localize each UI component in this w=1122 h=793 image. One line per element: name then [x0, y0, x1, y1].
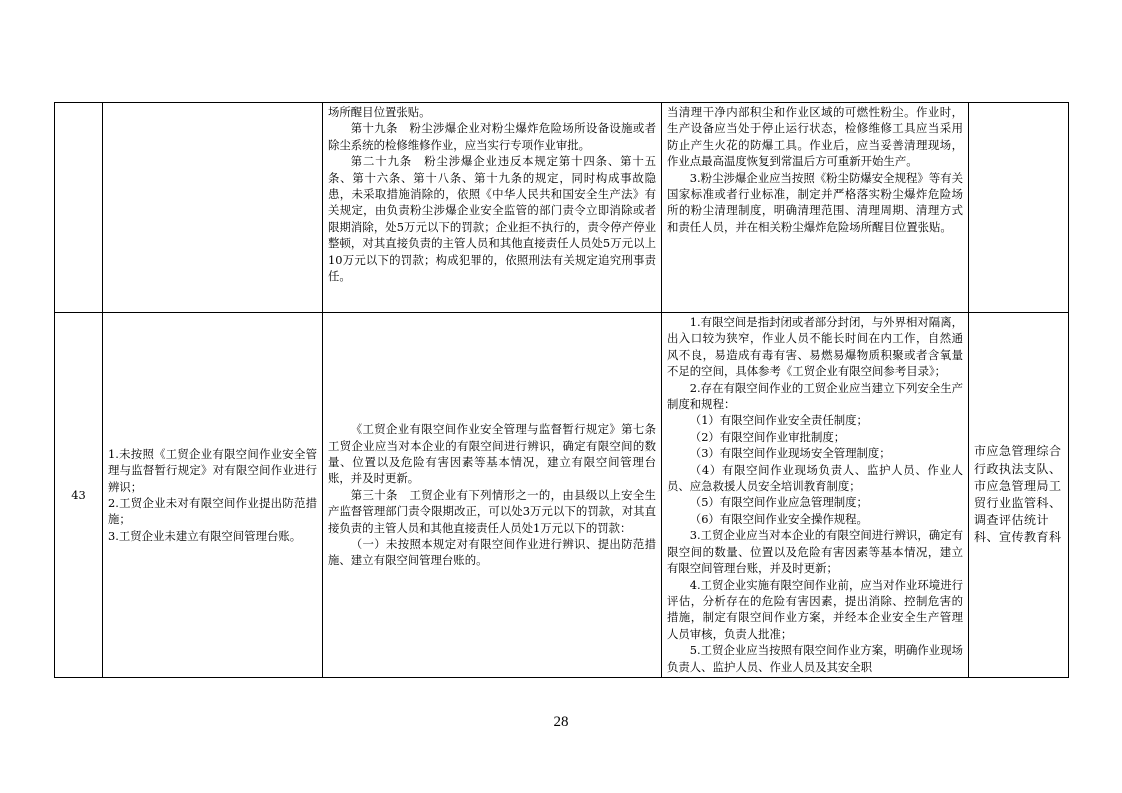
- standard-list-item: （3）有限空间作业现场安全管理制度；: [689, 446, 891, 461]
- row-number-cell: [55, 313, 103, 678]
- department-cell: [969, 103, 1069, 313]
- standard-list-item: （1）有限空间作业安全责任制度；: [689, 413, 868, 428]
- standard-paragraph: 5.工贸企业应当按照有限空间作业方案，明确作业现场负责人、监护人员、作业人员及其安全职: [667, 643, 963, 674]
- department-text: 市应急管理综合行政执法支队、市应急管理局工贸行业监管科、调查评估统计科、宣传教育科: [974, 444, 1062, 545]
- table-row: [55, 313, 1069, 678]
- standard-cell: [662, 313, 969, 678]
- legal-basis-cell: [323, 313, 668, 678]
- basis-paragraph: 第二十九条 粉尘涉爆企业违反本规定第十四条、第十五条、第十六条、第十八条、第十九条的规定，同时构成事故隐患，未采取措施消除的，依照《中华人民共和国安全生产法》有关规定，由负责粉尘涉爆企业安全监管的部门责令立即消除或者限期消除，处5万元以下的罚款；企业拒不执行的，责令停产停业整顿，对其直接负责的主管人员和其他直接责任人员处5万元以上10万元以下的罚款；构成犯罪的，依照刑法有关规定追究刑事责任。: [328, 154, 656, 284]
- department-cell: [969, 313, 1069, 678]
- basis-paragraph: 场所醒目位置张贴。: [328, 105, 431, 119]
- table-row: [55, 103, 1069, 313]
- standard-paragraph: 3.工贸企业应当对本企业的有限空间进行辨识，确定有限空间的数量、位置以及危险有害因素等基本情况，建立有限空间管理台账，并及时更新；: [667, 528, 963, 576]
- violation-cell: [103, 313, 323, 678]
- standard-paragraph: 2.存在有限空间作业的工贸企业应当建立下列安全生产制度和规程：: [667, 380, 963, 412]
- row-number-cell: [55, 103, 103, 313]
- regulation-table: [54, 102, 1069, 678]
- basis-paragraph: 第三十条 工贸企业有下列情形之一的，由县级以上安全生产监督管理部门责令限期改正，可以处3万元以下的罚款，对其直接负责的主管人员和其他直接责任人员处1万元以下的罚款：: [328, 487, 656, 535]
- violation-item: 2.工贸企业未对有限空间作业提出防范措施；: [108, 496, 317, 527]
- violation-item: 3.工贸企业未建立有限空间管理台账。: [108, 528, 302, 543]
- violation-item: 1.未按照《工贸企业有限空间作业安全管理与监督暂行规定》对有限空间作业进行辨识；: [108, 446, 317, 494]
- standard-cell: [662, 103, 969, 313]
- standard-paragraph: 1.有限空间是指封闭或者部分封闭，与外界相对隔离，出入口较为狭窄，作业人员不能长时间在内工作，自然通风不良，易造成有毒有害、易燃易爆物质积聚或者含氧量不足的空间，具体参考《工贸企业有限空间参考目录》；: [667, 315, 963, 379]
- standard-list-item: （6）有限空间作业安全操作规程。: [689, 511, 868, 526]
- standard-list-item: （5）有限空间作业应急管理制度；: [689, 495, 868, 510]
- standard-list-item: （4）有限空间作业现场负责人、监护人员、作业人员、应急救援人员安全培训教育制度；: [667, 462, 963, 494]
- standard-list-item: （2）有限空间作业审批制度；: [689, 429, 846, 444]
- row-number: 43: [71, 487, 86, 502]
- standard-paragraph: 当清理干净内部积尘和作业区域的可燃性粉尘。作业时，生产设备应当处于停止运行状态，检修维修工具应当采用防止产生火花的防爆工具。作业后，应当妥善清理现场，作业点最高温度恢复到常温后方可重新开始生产。: [667, 105, 963, 169]
- basis-paragraph: 第十九条 粉尘涉爆企业对粉尘爆炸危险场所设备设施或者除尘系统的检修维修作业，应当实行专项作业审批。: [328, 121, 656, 152]
- violation-cell: [103, 103, 323, 313]
- legal-basis-cell: [323, 103, 662, 313]
- basis-paragraph: 《工贸企业有限空间作业安全管理与监督暂行规定》第七条 工贸企业应当对本企业的有限空间进行辨识，确定有限空间的数量、位置以及危险有害因素等基本情况，建立有限空间管理台账，并及时更新。: [328, 422, 668, 486]
- basis-paragraph: （一）未按照本规定对有限空间作业进行辨识、提出防范措施、建立有限空间管理台账的。: [328, 537, 656, 568]
- page-number: 28: [553, 714, 569, 730]
- standard-paragraph: 4.工贸企业实施有限空间作业前，应当对作业环境进行评估，分析存在的危险有害因素，提出消除、控制危害的措施，制定有限空间作业方案，并经本企业安全生产管理人员审核，负责人批准；: [667, 577, 963, 641]
- standard-paragraph: 3.粉尘涉爆企业应当按照《粉尘防爆安全规程》等有关国家标准或者行业标准，制定并严格落实粉尘爆炸危险场所的粉尘清理制度，明确清理范围、清理周期、清理方式和责任人员，并在相关粉尘爆炸危险场所醒目位置张贴。: [667, 170, 963, 234]
